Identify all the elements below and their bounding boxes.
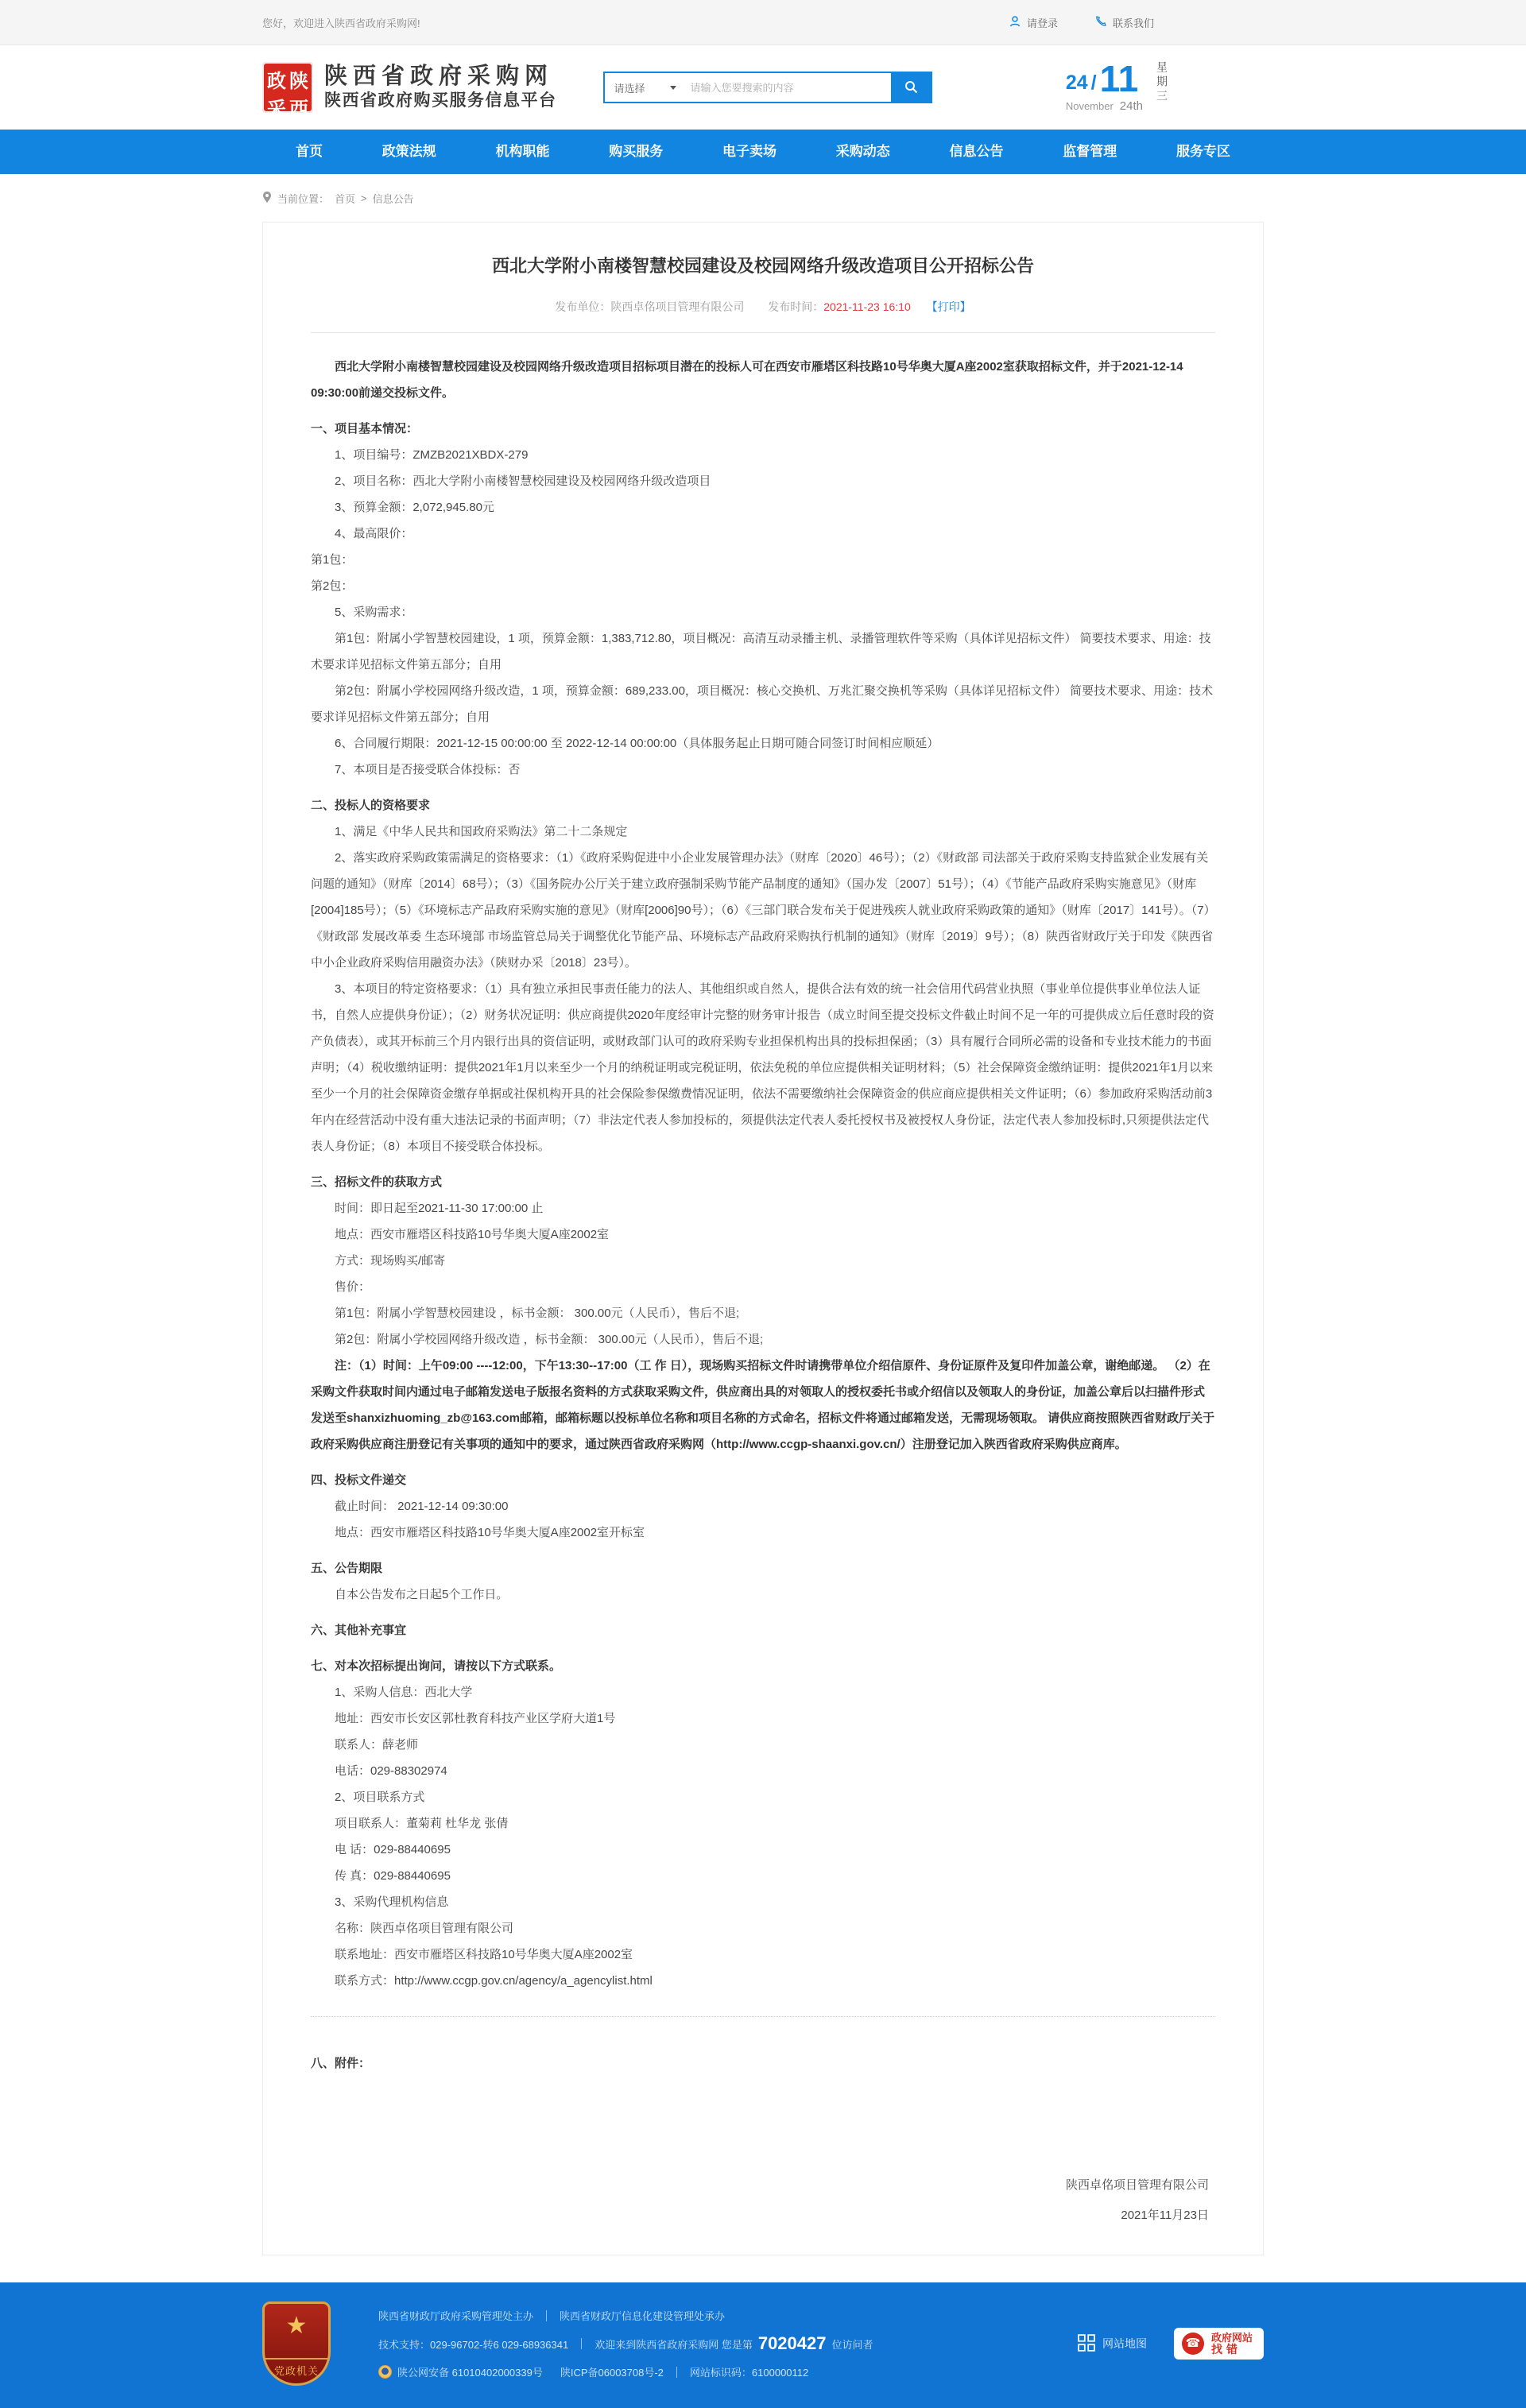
government-emblem-icon: ★ 党政机关 [262,2302,331,2386]
article-paragraph: 注：（1）时间：上午09:00 ----12:00，下午13:30--17:00（工 作 日），现场购买招标文件时请携带单位介绍信原件、身份证原件及复印件加盖公章，谢绝邮递。 （2）在采购文件获取时间内通过电子邮箱发送电子版报名资料的方式获取采购文件，供应商出具的对领取人的授权委托书或介绍信以及领取人的身份证，加盖公章后以扫描件形式发送至shanxizhuoming_zb@163.com邮箱，邮箱标题以投标单位名称和项目名称的方式命名，招标文件将通过邮箱发送，无需现场领取。 请供应商按照陕西省财政厅关于政府采购供应商注册登记有关事项的通知中的要求，通过陕西省政府采购网（http://www.ccgp-shaanxi.gov.cn/）注册登记加入陕西省政府采购供应商库。 [311,1359,1215,1451]
article-paragraph: 1、采购人信息：西北大学 [335,1686,473,1699]
site-id-number: 网站标识码：6100000112 [689,2367,809,2379]
search-input[interactable] [684,73,891,102]
meta-divider [311,332,1215,333]
publisher-label: 发布单位： [555,300,611,313]
search-box [603,72,932,103]
section-heading: 一、项目基本情况： [311,422,419,436]
article-paragraph: 3、预算金额：2,072,945.80元 [335,501,494,514]
article-paragraph: 6、合同履行期限：2021-12-15 00:00:00 至 2022-12-14 00:00:00（具体服务起止日期可随合同签订时间相应顺延） [335,737,939,750]
publisher-value: 陕西卓佲项目管理有限公司 [610,300,745,313]
article-paragraph: 自本公告发布之日起5个工作日。 [335,1588,509,1601]
article-paragraph: 截止时间： 2021-12-14 09:30:00 [335,1500,509,1513]
chevron-down-icon [670,86,676,90]
article-paragraph: 1、项目编号：ZMZB2021XBDX-279 [335,448,529,462]
nav-item-电子卖场[interactable]: 电子卖场 [722,144,777,159]
article-paragraph: 方式：现场购买/邮寄 [335,1254,446,1268]
date-ordinal: 24th [1119,99,1143,113]
article-paragraph: 地点：西安市雁塔区科技路10号华奥大厦A座2002室 [335,1228,610,1241]
signature-date: 2021年11月23日 [1121,2209,1209,2222]
site-logo[interactable] [262,62,557,120]
breadcrumb-home-link[interactable]: 首页 [335,192,356,205]
date-month-en: November [1065,99,1114,112]
article-paragraph: 联系方式：http://www.ccgp.gov.cn/agency/a_agencylist.html [335,1974,653,1988]
article-paragraph: 2、落实政府采购政策需满足的资格要求：（1）《政府采购促进中小企业发展管理办法》（财库〔2020〕46号）；（2）《财政部 司法部关于政府采购支持监狱企业发展有关问题的通知》（财库〔2014〕68号）；（3）《国务院办公厅关于建立政府强制采购节能产品制度的通知》（国办发〔2007〕51号）；（4）《节能产品政府采购实施意见》（财库[2004]185号）；（5）《环境标志产品政府采购实施的意见》（财库[2006]90号）；（6）《三部门联合发布关于促进残疾人就业政府采购政策的通知》（财库〔2017〕141号）。（7）《财政部 发展改革委 生态环境部 市场监管总局关于调整优化节能产品、环境标志产品政府采购执行机制的通知》（财库〔2019〕9号）；（8）陕西省财政厅关于印发《陕西省中小企业政府采购信用融资办法》（陕财办采〔2018〕23号）。 [311,851,1214,970]
article-paragraph: 电话：029-88302974 [335,1764,447,1778]
user-icon [1009,15,1021,30]
section-heading: 二、投标人的资格要求 [311,799,431,812]
article-body [311,354,1215,1994]
article-paragraph: 联系人：薛老师 [335,1738,419,1752]
print-button[interactable]: 【打印】 [926,300,971,313]
article-paragraph: 地址：西安市长安区郭杜教育科技产业区学府大道1号 [335,1712,616,1725]
article-paragraph: 1、满足《中华人民共和国政府采购法》第二十二条规定 [335,825,628,838]
article-paragraph: 项目联系人：董菊莉 杜华龙 张倩 [335,1817,509,1830]
article-paragraph: 第2包：附属小学校园网络升级改造，1 项，预算金额：689,233.00，项目概况：核心交换机、万兆汇聚交换机等采购（具体详见招标文件） 简要技术要求、用途：技术要求详见招标文件第五部分；自用 [311,684,1214,724]
contact-link[interactable] [1094,15,1154,30]
main-nav-list [262,130,1264,174]
nav-item-首页[interactable]: 首页 [296,144,323,159]
nav-item-采购动态[interactable]: 采购动态 [835,144,890,159]
article-paragraph: 3、本项目的特定资格要求：（1）具有独立承担民事责任能力的法人、其他组织或自然人，提供合法有效的统一社会信用代码营业执照（事业单位提供事业单位法人证书，自然人应提供身份证）；（2）财务状况证明：供应商提供2020年度经审计完整的财务审计报告（成立时间至提交投标文件截止时间不足一年的可提供成立后任意时段的资产负债表），或其开标前三个月内银行出具的资信证明，或财政部门认可的政府采购专业担保机构出具的投标担保函；（3）具有履行合同所必需的设备和专业技术能力的书面声明；（4）税收缴纳证明：提供2021年1月以来至少一个月的纳税证明或完税证明，依法免税的单位应提供相关证明材料；（5）社会保障资金缴纳证明：提供2021年1月以来至少一个月的社会保障资金缴存单据或社保机构开具的社会保险参保缴费情况证明，依法不需要缴纳社会保障资金的供应商应提供相关文件证明；（6）参加政府采购活动前3年内在经营活动中没有重大违法记录的书面声明；（7）非法定代表人参加投标的，须提供法定代表人委托授权书及被授权人身份证，法定代表人参加投标时,只须提供法定代表人身份证；（8）本项目不接受联合体投标。 [311,982,1214,1153]
nav-item-监督管理[interactable]: 监督管理 [1063,144,1117,159]
sitemap-label: 网站地图 [1102,2337,1147,2350]
nav-item-信息公告[interactable]: 信息公告 [949,144,1004,159]
article-paragraph: 3、采购代理机构信息 [335,1895,449,1909]
article-paragraph: 2、项目名称：西北大学附小南楼智慧校园建设及校园网络升级改造项目 [335,474,711,488]
sitemap-link[interactable] [1078,2334,1147,2354]
article-paragraph: 第1包：附属小学智慧校园建设，1 项，预算金额：1,383,712.80，项目概况：高清互动录播主机、录播管理软件等采购（具体详见招标文件） 简要技术要求、用途：技术要求详见招标文件第五部分；自用 [311,632,1211,672]
search-category-select[interactable] [605,73,684,102]
welcome-text: 您好，欢迎进入陕西省政府采购网! [262,17,420,29]
error-report-badge[interactable]: ☎ 政府网站 找错 [1174,2328,1264,2360]
article-paragraph: 第2包：附属小学校园网络升级改造 ，标书金额： 300.00元（人民币），售后不退; [335,1333,764,1346]
article-paragraph: 西北大学附小南楼智慧校园建设及校园网络升级改造项目招标项目潜在的投标人可在西安市雁塔区科技路10号华奥大厦A座2002室获取招标文件，并于2021-12-14 09:30:00前递交投标文件。 [311,360,1183,400]
footer-separator [581,2338,582,2349]
search-icon [904,79,918,96]
article-paragraph: 时间：即日起至2021-11-30 17:00:00 止 [335,1202,544,1215]
article-paragraph: 传 真：029-88440695 [335,1869,451,1883]
publish-time-value: 2021-11-23 16:10 [823,300,911,313]
article-paragraph: 名称：陕西卓佲项目管理有限公司 [335,1922,514,1935]
search-select-label: 请选择 [614,82,645,95]
signature-block [311,2170,1215,2231]
breadcrumb-label: 当前位置： [277,192,330,205]
site-footer [0,2282,1526,2408]
nav-item-政策法规[interactable]: 政策法规 [382,144,436,159]
visitor-count: 7020427 [757,2333,827,2353]
announcement-article [262,222,1264,2255]
article-paragraph: 联系地址：西安市雁塔区科技路10号华奥大厦A座2002室 [335,1948,633,1961]
footer-line-support: 技术支持：029-96702-转6 029-68936341 欢迎来到陕西省政府采购网 您是第 7020427 位访问者 [378,2333,873,2353]
attachment-divider [311,2016,1215,2017]
site-subtitle: 陕西省政府购买服务信息平台 [324,91,557,110]
icp-number: 陕ICP备06003708号-2 [560,2367,664,2379]
signature-company: 陕西卓佲项目管理有限公司 [1065,2178,1209,2192]
top-bar [0,0,1526,45]
footer-separator [546,2310,547,2321]
date-month: 11 [1099,57,1139,99]
publish-time-label: 发布时间： [768,300,824,313]
site-header [0,45,1526,130]
article-paragraph: 5、采购需求： [335,606,413,619]
location-pin-icon [262,192,272,205]
breadcrumb [0,174,1526,222]
attachment-heading: 八、附件： [311,2057,371,2070]
section-heading: 六、其他补充事宜 [311,1624,407,1637]
article-meta [311,299,1215,315]
footer-separator [676,2367,677,2378]
footer-line-organizers: 陕西省财政厅政府采购管理处主办 陕西省财政厅信息化建设管理处承办 [378,2310,726,2322]
nav-item-服务专区[interactable]: 服务专区 [1176,144,1230,159]
login-label: 请登录 [1026,17,1058,29]
article-paragraph: 电 话：029-88440695 [335,1843,451,1856]
police-badge-icon [378,2365,392,2379]
nav-item-购买服务[interactable]: 购买服务 [609,144,664,159]
article-paragraph: 第1包：附属小学智慧校园建设 ，标书金额： 300.00元（人民币），售后不退; [335,1307,740,1320]
article-paragraph: 4、最高限价： [335,527,413,540]
breadcrumb-current: 信息公告 [372,192,414,205]
login-link[interactable] [1009,15,1058,30]
article-paragraph: 7、本项目是否接受联合体投标：否 [335,763,521,776]
article-paragraph: 地点：西安市雁塔区科技路10号华奥大厦A座2002室开标室 [335,1526,645,1539]
page-title: 西北大学附小南楼智慧校园建设及校园网络升级改造项目公开招标公告 [491,256,1034,276]
phone-icon [1094,15,1107,30]
emblem-label: 党政机关 [265,2358,328,2383]
section-heading: 三、招标文件的获取方式 [311,1175,443,1189]
footer-line-registration [378,2364,873,2379]
section-heading: 四、投标文件递交 [311,1473,407,1487]
error-badge-phone-icon: ☎ [1182,2333,1204,2355]
date-day: 24 [1065,71,1088,94]
article-paragraph: 第1包： [311,553,354,567]
site-title: 陕西省政府采购网 [324,64,554,89]
breadcrumb-separator: > [361,192,367,204]
date-weekday: 星期三 [1156,61,1168,104]
article-paragraph: 第2包： [311,579,354,593]
sitemap-grid-icon [1078,2334,1095,2354]
logo-seal-icon: 政 陕 采 西 [262,62,313,113]
contact-label: 联系我们 [1112,17,1154,29]
section-heading: 五、公告期限 [311,1562,383,1575]
nav-item-机构职能[interactable]: 机构职能 [495,144,550,159]
article-paragraph: 售价： [335,1280,371,1294]
security-record-number: 陕公网安备 61010402000339号 [397,2367,543,2379]
section-heading: 七、对本次招标提出询问，请按以下方式联系。 [311,1659,562,1673]
search-button[interactable] [891,73,931,102]
date-widget: 24 / 11 November 24th 星期三 [1065,57,1168,113]
article-paragraph: 2、项目联系方式 [335,1791,425,1804]
main-nav [0,130,1526,174]
